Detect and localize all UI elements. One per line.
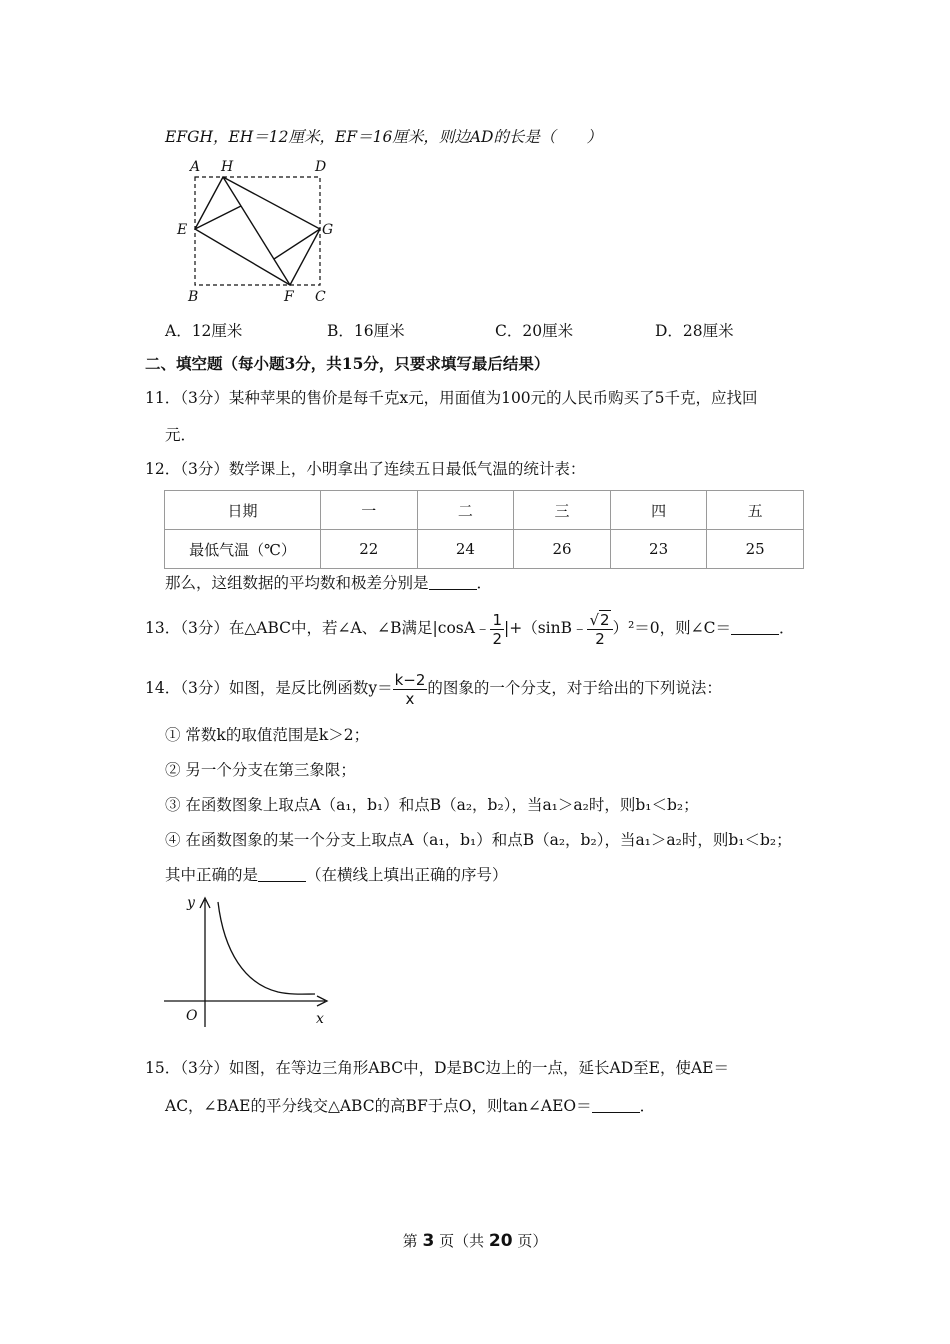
q11-line1: 11．（3分）某种苹果的售价是每千克x元，用面值为100元的人民币购买了5千克，应找回 — [145, 389, 758, 407]
q14-statement-3: ③ 在函数图象上取点A（a₁，b₁）和点B（a₂，b₂），当a₁＞a₂时，则b₁＜b₂； — [165, 796, 699, 814]
fraction-sqrt2-over-2: $\frac{√2}{2}$ — [587, 611, 612, 648]
table-cell: 最低气温（℃） — [165, 530, 321, 569]
hyperbola-graph — [160, 892, 335, 1032]
label-e: E — [177, 222, 188, 238]
label-h: H — [221, 159, 234, 175]
answer-blank — [258, 867, 306, 882]
q14-statement-1: ① 常数k的取值范围是k＞2； — [165, 726, 370, 744]
q10-option-a: A．12厘米 — [165, 322, 243, 340]
q15-line1: 15．（3分）如图，在等边三角形ABC中，D是BC边上的一点，延长AD至E，使AE＝ — [145, 1059, 729, 1077]
q10-option-c: C．20厘米 — [495, 322, 574, 340]
table-header: 日期 — [165, 491, 321, 530]
table-header: 一 — [321, 491, 418, 530]
table-cell: 24 — [417, 530, 514, 569]
table-header: 二 — [417, 491, 514, 530]
table-cell: 23 — [610, 530, 707, 569]
table-row — [165, 530, 804, 569]
q14-statement-2: ② 另一个分支在第三象限； — [165, 761, 356, 779]
label-f: F — [284, 289, 294, 305]
q10-figure — [170, 152, 345, 307]
table-header: 五 — [707, 491, 804, 530]
table-header-row — [165, 491, 804, 530]
answer-blank — [592, 1098, 640, 1113]
q15-line2: AC，∠BAE的平分线交△ABC的高BF于点O，则tan∠AEO＝ ． — [165, 1097, 656, 1115]
axis-label-x: x — [316, 1011, 324, 1027]
q10-intro: EFGH，EH＝12厘米，EF＝16厘米，则边AD的长是（ ） — [165, 128, 602, 146]
q12-after: 那么，这组数据的平均数和极差分别是 ． — [165, 574, 493, 592]
temperature-table — [164, 490, 804, 569]
q14-statement-4: ④ 在函数图象的某一个分支上取点A（a₁，b₁）和点B（a₂，b₂），当a₁＞a₂时，则b₁＜b₂； — [165, 831, 792, 849]
axis-label-y: y — [187, 895, 195, 911]
q14-stem: 14．（3分）如图，是反比例函数y＝ $\frac{k-2}{x}$ 的图象的一个分支，对于给出的下列说法： — [145, 670, 722, 708]
table-header: 四 — [610, 491, 707, 530]
q11-line2: 元． — [165, 426, 197, 444]
table-cell: 22 — [321, 530, 418, 569]
q13: 13．（3分）在△ABC中，若∠A、∠B满足|cosA﹣ $\frac{1}{2}$ |+（sinB﹣ $\frac{√2}{2}$ ）²＝0，则∠C＝ ． — [145, 610, 795, 648]
answer-blank — [429, 575, 477, 590]
fraction-k-minus-2-over-x: $\frac{k-2}{x}$ — [394, 670, 426, 708]
answer-blank — [731, 620, 779, 635]
quadrilateral-efgh — [195, 177, 320, 285]
label-g: G — [322, 222, 334, 238]
label-a: A — [190, 159, 201, 175]
hyperbola-branch — [218, 902, 315, 994]
q12-stem: 12．（3分）数学课上，小明拿出了连续五日最低气温的统计表： — [145, 460, 586, 478]
fraction-one-half: $\frac{1}{2}$ — [492, 610, 502, 648]
label-b: B — [188, 289, 199, 305]
label-d: D — [315, 159, 327, 175]
q10-option-d: D．28厘米 — [655, 322, 734, 340]
table-header: 三 — [514, 491, 611, 530]
origin-label: O — [186, 1008, 198, 1024]
section-2-title: 二、填空题（每小题3分，共15分，只要求填写最后结果） — [145, 354, 550, 373]
page-footer: 第 3 页（共 20 页） — [402, 1231, 548, 1251]
q14-ask: 其中正确的是 （在横线上填出正确的序号） — [165, 866, 508, 884]
table-cell: 26 — [514, 530, 611, 569]
label-c: C — [315, 289, 326, 305]
q10-option-b: B．16厘米 — [327, 322, 405, 340]
table-cell: 25 — [707, 530, 804, 569]
